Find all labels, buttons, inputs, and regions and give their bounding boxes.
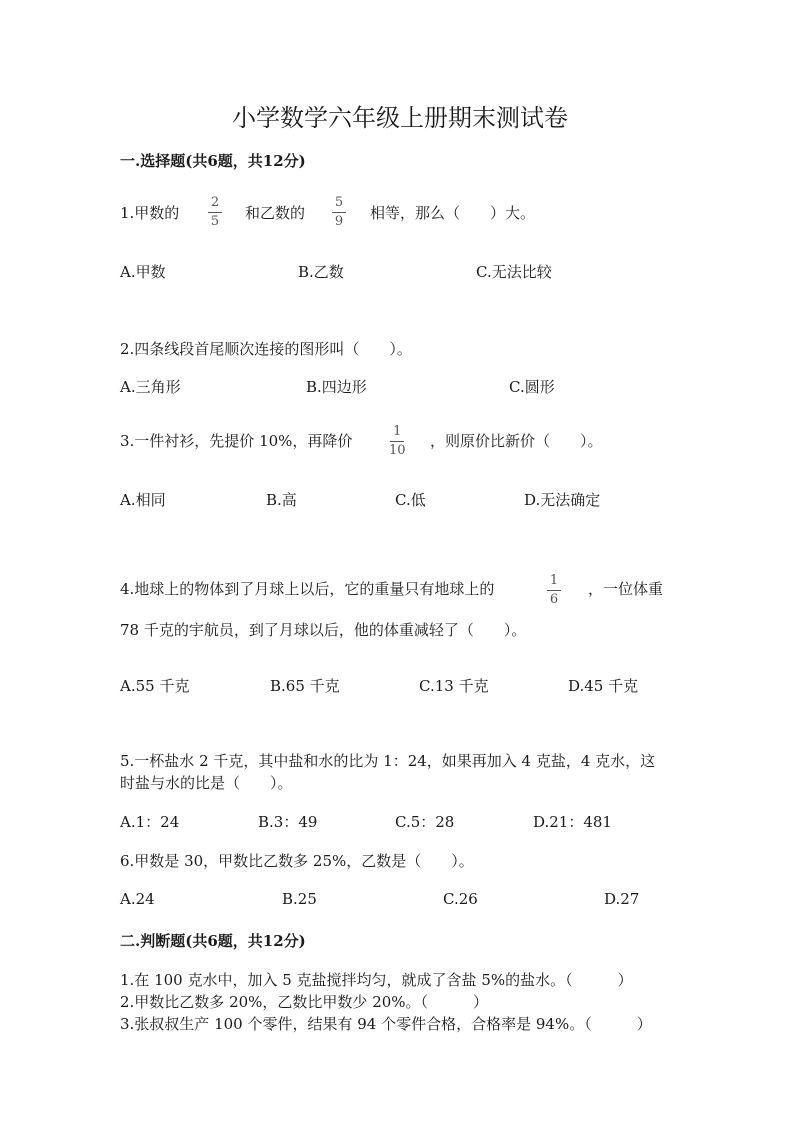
judgement-item-2: 2.甲数比乙数多 20%，乙数比甲数少 20%。（ ）	[120, 993, 489, 1011]
fraction-bar	[547, 590, 561, 591]
option-q2-a: A.三角形	[120, 378, 181, 396]
question-3-text-after: ，则原价比新价（ ）。	[430, 432, 603, 450]
question-3-text-before: 3.一件衬衫，先提价 10%，再降价	[120, 432, 353, 450]
question-5-text-line2: 时盐与水的比是（ ）。	[120, 774, 293, 792]
option-q6-d: D.27	[604, 890, 640, 908]
option-q2-b: B.四边形	[306, 378, 367, 396]
fraction-bar	[390, 441, 404, 442]
fraction-q3	[389, 425, 406, 458]
fraction-q4	[547, 574, 561, 607]
option-q3-a: A.相同	[120, 491, 166, 509]
fraction-denominator: 10	[389, 443, 406, 458]
option-q1-a: A.甲数	[120, 263, 166, 281]
option-q4-d: D.45 千克	[568, 677, 639, 695]
option-q1-c: C.无法比较	[476, 263, 552, 281]
question-4-text-after: ，一位体重	[588, 580, 664, 598]
fraction-bar	[208, 212, 222, 213]
option-q6-a: A.24	[120, 890, 155, 908]
option-q5-d: D.21：481	[533, 813, 612, 831]
question-4-text-before: 4.地球上的物体到了月球上以后，它的重量只有地球上的	[120, 580, 495, 598]
option-q5-a: A.1：24	[120, 813, 180, 831]
judgement-item-3: 3.张叔叔生产 100 个零件，结果有 94 个零件合格，合格率是 94%。（ ）	[120, 1015, 652, 1033]
option-q6-c: C.26	[443, 890, 478, 908]
option-q4-c: C.13 千克	[419, 677, 489, 695]
section-heading-choice: 一.选择题(共6题，共12分)	[120, 152, 306, 170]
section-heading-judgement: 二.判断题(共6题，共12分)	[120, 932, 306, 950]
option-q2-c: C.圆形	[509, 378, 555, 396]
option-q3-b: B.高	[266, 491, 297, 509]
option-q1-b: B.乙数	[298, 263, 344, 281]
question-6-text: 6.甲数是 30，甲数比乙数多 25%，乙数是（ ）。	[120, 852, 474, 870]
fraction-denominator: 5	[210, 214, 220, 229]
fraction-numerator: 2	[210, 195, 220, 210]
fraction-numerator: 1	[549, 573, 559, 588]
fraction-denominator: 9	[334, 214, 344, 229]
fraction-numerator: 5	[334, 195, 344, 210]
option-q3-c: C.低	[395, 491, 426, 509]
option-q4-b: B.65 千克	[270, 677, 340, 695]
question-1-text-middle: 和乙数的	[245, 204, 306, 222]
option-q5-c: C.5：28	[395, 813, 455, 831]
option-q4-a: A.55 千克	[120, 677, 190, 695]
page-title: 小学数学六年级上册期末测试卷	[232, 104, 568, 132]
option-q6-b: B.25	[282, 890, 317, 908]
fraction-bar	[332, 212, 346, 213]
option-q5-b: B.3：49	[258, 813, 318, 831]
fraction-numerator: 1	[393, 424, 402, 439]
option-q3-d: D.无法确定	[524, 491, 601, 509]
fraction-q1-a	[208, 196, 222, 229]
fraction-q1-b	[332, 196, 346, 229]
question-5-text-line1: 5.一杯盐水 2 千克，其中盐和水的比为 1：24，如果再加入 4 克盐，4 克水，这	[120, 752, 656, 770]
question-1-text-after: 相等，那么（ ）大。	[370, 204, 536, 222]
fraction-denominator: 6	[549, 592, 559, 607]
question-2-text: 2.四条线段首尾顺次连接的图形叫（ ）。	[120, 340, 412, 358]
judgement-item-1: 1.在 100 克水中，加入 5 克盐搅拌均匀，就成了含盐 5%的盐水。（ ）	[120, 971, 633, 989]
question-1-text-before: 1.甲数的	[120, 204, 180, 222]
question-4-text-line2: 78 千克的宇航员，到了月球以后，他的体重减轻了（ ）。	[120, 621, 527, 639]
